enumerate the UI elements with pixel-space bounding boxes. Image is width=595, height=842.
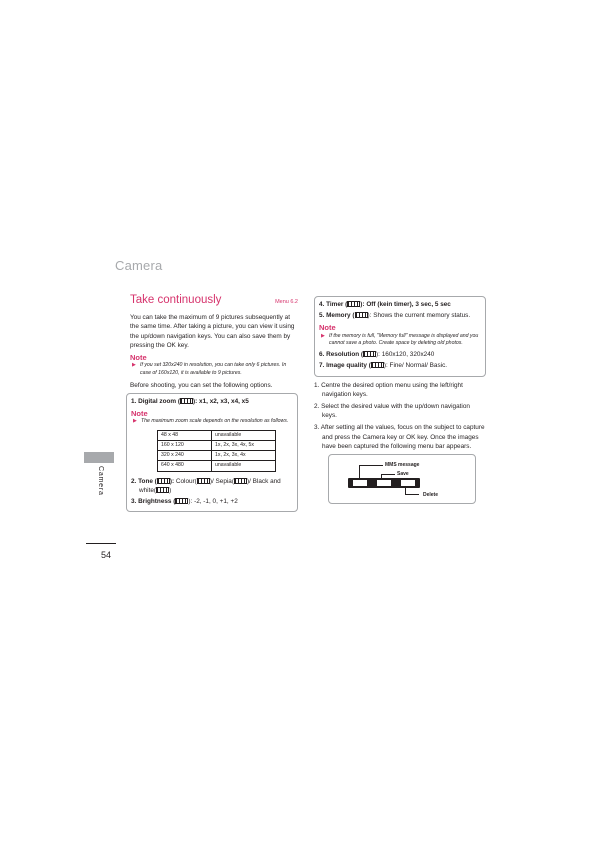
note-body [319, 333, 481, 348]
table-row [158, 461, 276, 471]
note-arrow-icon: ▶ [132, 362, 136, 369]
table-cell: 1x, 2x, 3x, 4x, 5x [212, 440, 276, 450]
side-tab-bar [84, 452, 114, 463]
options-box-continued [314, 296, 486, 377]
pointer-line [359, 465, 383, 466]
option-resolution [319, 350, 481, 359]
note-heading: Note [130, 353, 147, 363]
table-row [158, 440, 276, 450]
delete-icon [401, 480, 415, 486]
table-cell: 1x, 2x, 3x, 4x [212, 451, 276, 461]
step-item: 2. Select the desired value with the up/down navigation keys. [314, 403, 470, 420]
save-icon [377, 480, 391, 486]
timer-icon [347, 301, 360, 307]
brightness-icon [175, 498, 188, 504]
note-arrow-icon: ▶ [133, 418, 137, 425]
option-label: 5. Memory ( [319, 312, 355, 320]
note-body [131, 418, 293, 425]
table-cell: 640 x 480 [158, 461, 212, 471]
note-text: If the memory is full, "Memory full" message is displayed and you cannot save a photo. Create space by deleting old photos. [329, 332, 479, 346]
page-number: 54 [101, 550, 112, 560]
option-timer [319, 300, 481, 309]
option-brightness [131, 497, 293, 506]
options-box [126, 393, 298, 512]
side-tab [84, 452, 114, 502]
option-digital-zoom [131, 397, 293, 406]
right-column [314, 296, 486, 504]
menu-reference: Menu 6.2 [275, 299, 298, 305]
table-row [158, 451, 276, 461]
option-values: ): Off (kein timer), 3 sec, 5 sec [360, 301, 451, 308]
option-values: ): Shows the current memory status. [367, 312, 471, 320]
section-title: Camera [115, 258, 163, 273]
quality-icon [371, 362, 384, 368]
sepia-icon [234, 478, 247, 484]
table-cell: unavailable [212, 430, 276, 440]
resolution-icon [363, 351, 376, 357]
option-values: ): x1, x2, x3, x4, x5 [193, 398, 249, 406]
tone-close: ) [169, 486, 172, 494]
option-values: ): 160x120, 320x240 [376, 351, 435, 359]
tone-sepia: )/ Sepia( [209, 477, 234, 485]
page-rule [86, 543, 116, 544]
note-heading: Note [131, 409, 148, 419]
option-values: ): -2, -1, 0, +1, +2 [188, 497, 238, 505]
note-text: If you set 320x240 in resolution, you can take only 6 pictures. In case of 160x120, it is available to 9 pictures. [140, 362, 287, 376]
black-white-icon [156, 486, 172, 494]
option-values: ): Fine/ Normal/ Basic. [383, 362, 448, 370]
table-cell: unavailable [212, 461, 276, 471]
table-cell: 320 x 240 [158, 451, 212, 461]
table-cell: 160 x 120 [158, 440, 212, 450]
mms-icon [353, 480, 367, 486]
note-heading: Note [319, 323, 336, 333]
before-shooting-text: Before shooting, you can set the following options. [130, 381, 273, 389]
pointer-line [405, 494, 419, 495]
option-label: 1. Digital zoom ( [131, 398, 180, 406]
option-label: 2. Tone ( [131, 477, 157, 485]
steps-list [314, 381, 486, 451]
step-item: 1. Centre the desired option menu using the left/right navigation keys. [314, 381, 463, 398]
option-memory [319, 311, 481, 320]
note-body [130, 362, 298, 377]
side-tab-label: Camera [97, 466, 104, 496]
note-text: The maximum zoom scale depends on the resolution as follows. [141, 418, 289, 425]
pointer-line [381, 474, 395, 475]
option-colon: ): [169, 477, 176, 485]
option-label: 3. Brightness ( [131, 497, 176, 505]
left-column [130, 296, 298, 512]
label-mms: MMS message [385, 462, 420, 469]
colour-icon [197, 478, 210, 484]
step-item: 3. After setting all the values, focus on the subject to capture and press the Camera key or OK key. Once the images have been captured the following menu bar appears. [314, 424, 485, 450]
table-cell: 48 x 48 [158, 430, 212, 440]
label-save: Save [397, 471, 409, 478]
heading-title: Take continuously [130, 294, 222, 306]
zoom-table [157, 430, 276, 472]
option-tone [131, 477, 293, 495]
option-image-quality [319, 361, 481, 370]
heading-row [130, 296, 298, 307]
menu-bar-diagram [328, 454, 476, 504]
intro-paragraph: You can take the maximum of 9 pictures subsequently at the same time. After taking a picture, you can view it using the up/down navigation keys. You can also save them by pressing the OK key. [130, 314, 295, 349]
pointer-line [359, 465, 360, 478]
tone-colour: Colour( [175, 477, 197, 485]
tone-icon [157, 478, 170, 484]
note-arrow-icon: ▶ [321, 332, 325, 339]
option-label: 7. Image quality ( [319, 362, 371, 370]
label-delete: Delete [423, 492, 439, 499]
option-label: 4. Timer ( [319, 301, 348, 308]
zoom-icon [180, 398, 193, 404]
menu-bar [348, 478, 420, 488]
table-row [158, 430, 276, 440]
option-label: 6. Resolution ( [319, 351, 364, 359]
tone-bw: )/ Black and white( [139, 477, 281, 494]
memory-icon [355, 312, 368, 318]
